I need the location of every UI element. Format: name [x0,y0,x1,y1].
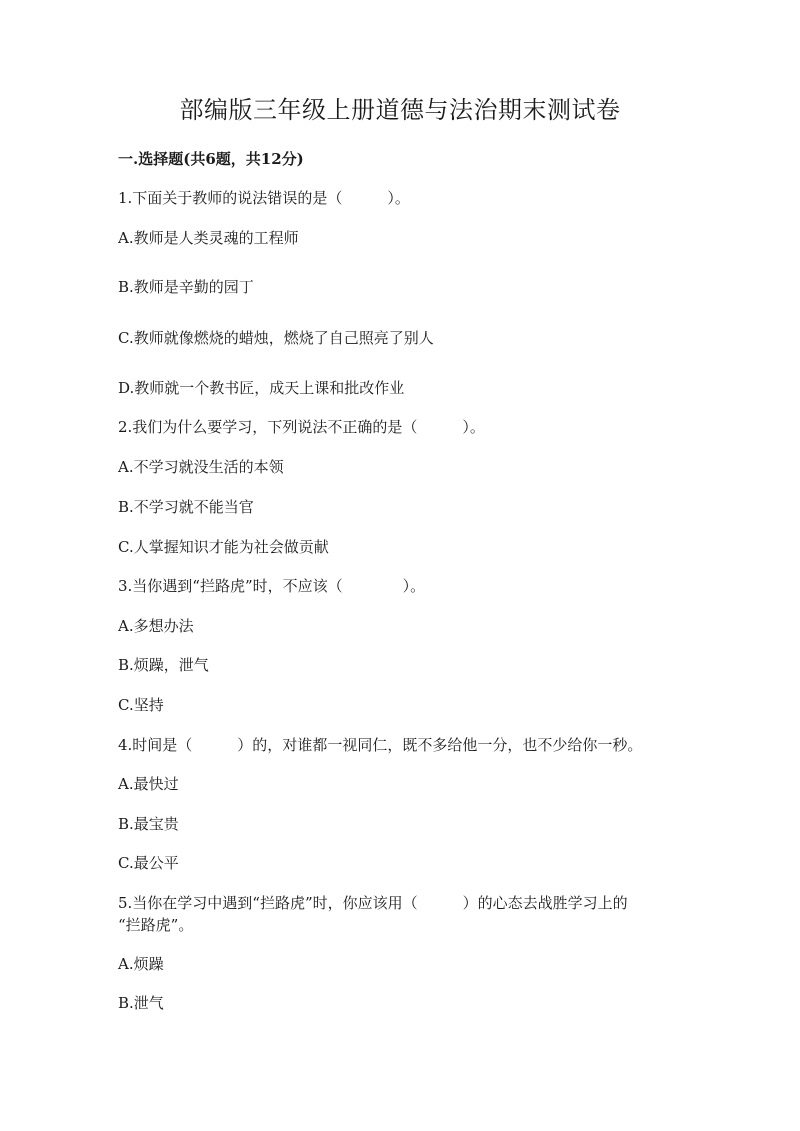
question-5-stem-line-1: 5.当你在学习中遇到“拦路虎”时，你应该用（ ）的心态去战胜学习上的 [118,894,628,912]
question-3-stem: 3.当你遇到“拦路虎”时，不应该（ ）。 [118,577,426,595]
question-2-option-c: C.人掌握知识才能为社会做贡献 [118,538,329,556]
question-1-stem: 1.下面关于教师的说法错误的是（ ）。 [118,189,410,207]
question-3-option-b: B.烦躁，泄气 [118,656,209,674]
question-5-option-b: B.泄气 [118,994,164,1012]
question-5-stem-line-2: “拦路虎”。 [118,916,194,934]
question-3-option-a: A.多想办法 [118,617,194,635]
question-1-option-d: D.教师就一个教书匠，成天上课和批改作业 [118,379,405,397]
question-2-option-a: A.不学习就没生活的本领 [118,458,284,476]
question-4-stem: 4.时间是（ ）的，对谁都一视同仁，既不多给他一分，也不少给你一秒。 [118,736,643,754]
question-1-option-c: C.教师就像燃烧的蜡烛，燃烧了自己照亮了别人 [118,329,434,347]
question-5-option-a: A.烦躁 [118,955,164,973]
question-2-option-b: B.不学习就不能当官 [118,498,254,516]
section-heading: 一.选择题(共6题，共12分) [118,150,304,168]
question-1-option-a: A.教师是人类灵魂的工程师 [118,229,299,247]
question-1-option-b: B.教师是辛勤的园丁 [118,278,254,296]
page-title: 部编版三年级上册道德与法治期末测试卷 [179,96,621,124]
question-3-option-c: C.坚持 [118,696,164,714]
question-4-option-a: A.最快过 [118,775,179,793]
question-4-option-c: C.最公平 [118,854,179,872]
question-4-option-b: B.最宝贵 [118,815,179,833]
question-2-stem: 2.我们为什么要学习，下列说法不正确的是（ ）。 [118,418,485,436]
